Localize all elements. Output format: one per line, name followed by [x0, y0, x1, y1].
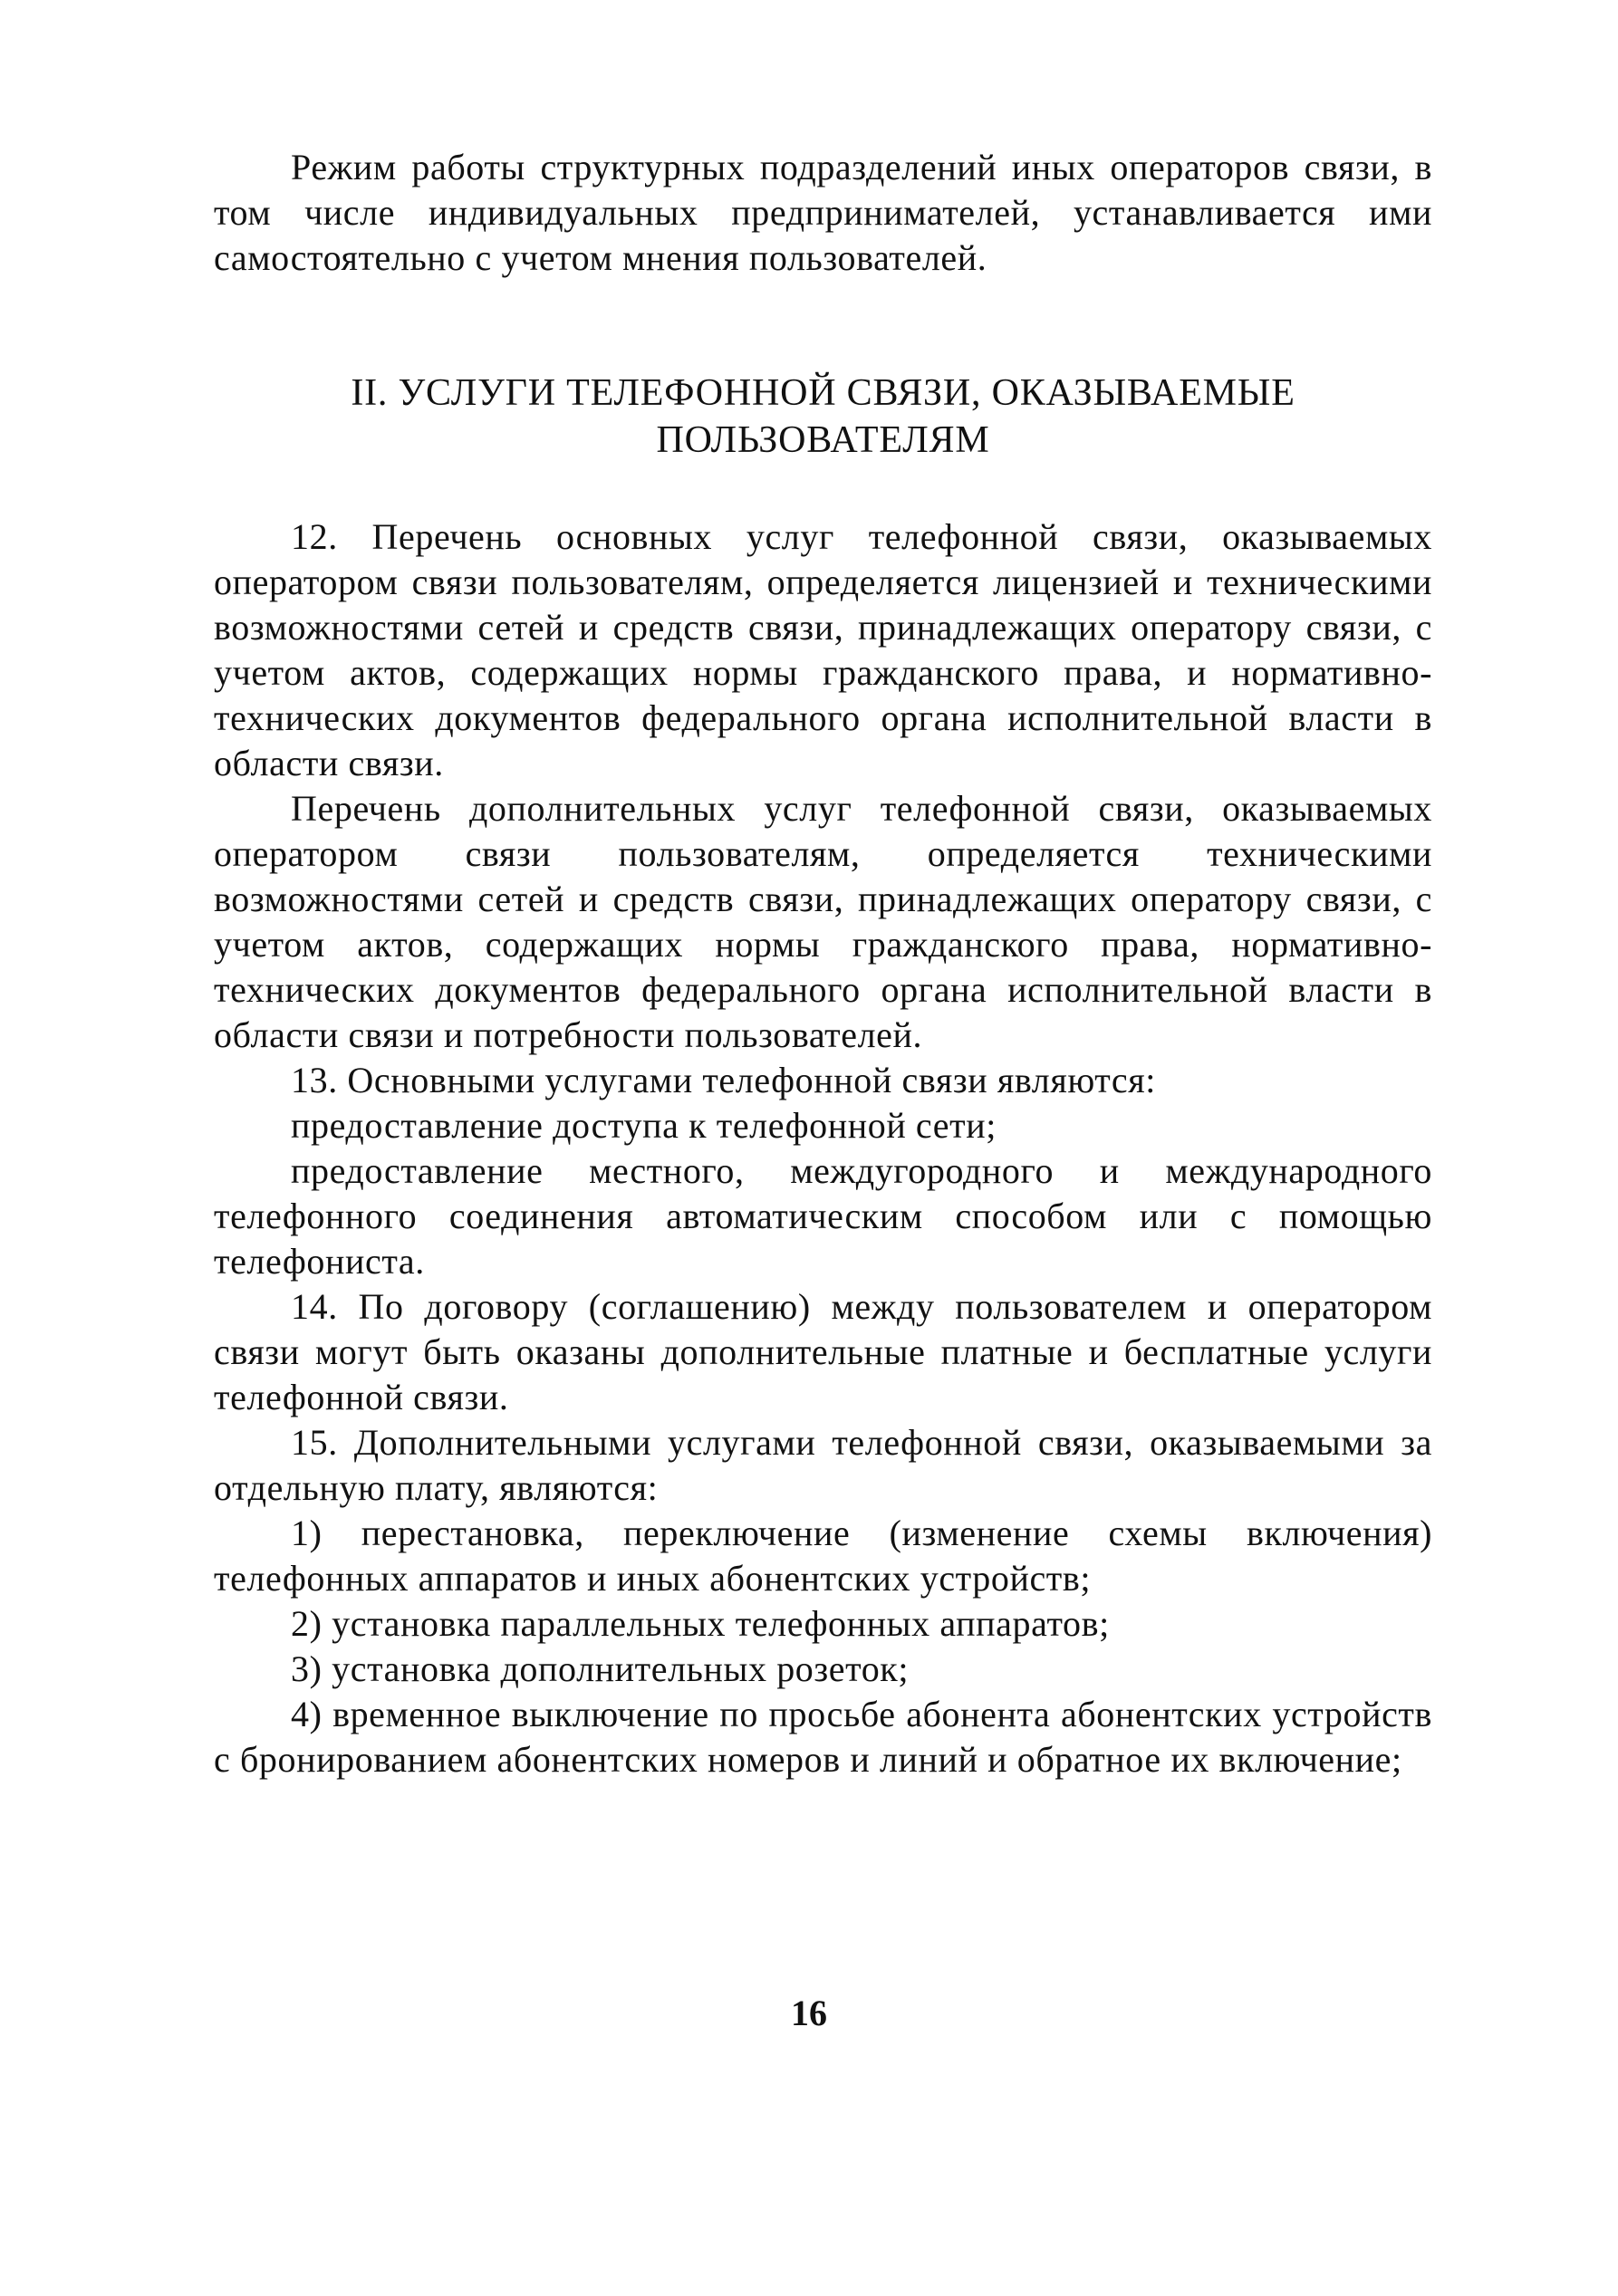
paragraph-14: 14. По договору (соглашению) между пользователем и оператором связи могут быть оказаны дополнительные платные и бесплатные услуги телефонной связи. — [214, 1286, 1432, 1417]
paragraph-additional-services-list: Перечень дополнительных услуг телефонной связи, оказываемых оператором связи пользователям, определяется техническими возможностями сетей и средств связи, принадлежащих оператору связи, с учетом актов, содержащих нормы гражданского права, нормативно-технических документов федерального органа исполнительной власти в области связи и потребности пользователей. — [214, 788, 1432, 1055]
paragraph-15: 15. Дополнительными услугами телефонной связи, оказываемыми за отдельную плату, являются: — [214, 1422, 1432, 1508]
section-heading-line2: ПОЛЬЗОВАТЕЛЯМ — [656, 419, 990, 461]
paragraph-15-item-4: 4) временное выключение по просьбе абонента абонентских устройств с бронированием абонентских номеров и линий и обратное их включение; — [214, 1694, 1432, 1780]
page-number: 16 — [791, 1993, 827, 2033]
paragraph-12: 12. Перечень основных услуг телефонной связи, оказываемых оператором связи пользователям, определяется лицензией и техническими возможностями сетей и средств связи, принадлежащих оператору связи, с учетом актов, содержащих нормы гражданского права, и нормативно-технических документов федерального органа исполнительной власти в области связи. — [214, 516, 1432, 783]
intro-paragraph: Режим работы структурных подразделений иных операторов связи, в том числе индивидуальных предпринимателей, устанавливается ими самостоятельно с учетом мнения пользователей. — [214, 147, 1432, 278]
paragraph-13-item-access: предоставление доступа к телефонной сети; — [291, 1105, 997, 1146]
intro-block — [214, 145, 1432, 281]
paragraph-15-item-3: 3) установка дополнительных розеток; — [291, 1648, 910, 1689]
body-text — [214, 514, 1432, 1782]
paragraph-13: 13. Основными услугами телефонной связи являются: — [291, 1060, 1156, 1100]
section-heading-line1: II. УСЛУГИ ТЕЛЕФОННОЙ СВЯЗИ, ОКАЗЫВАЕМЫЕ — [351, 372, 1295, 414]
section-heading — [214, 370, 1432, 464]
paragraph-13-item-connection: предоставление местного, междугородного и международного телефонного соединения автоматическим способом или с помощью телефониста. — [214, 1150, 1432, 1282]
paragraph-15-item-2: 2) установка параллельных телефонных аппаратов; — [291, 1603, 1110, 1644]
paragraph-15-item-1: 1) перестановка, переключение (изменение схемы включения) телефонных аппаратов и иных абонентских устройств; — [214, 1513, 1432, 1599]
